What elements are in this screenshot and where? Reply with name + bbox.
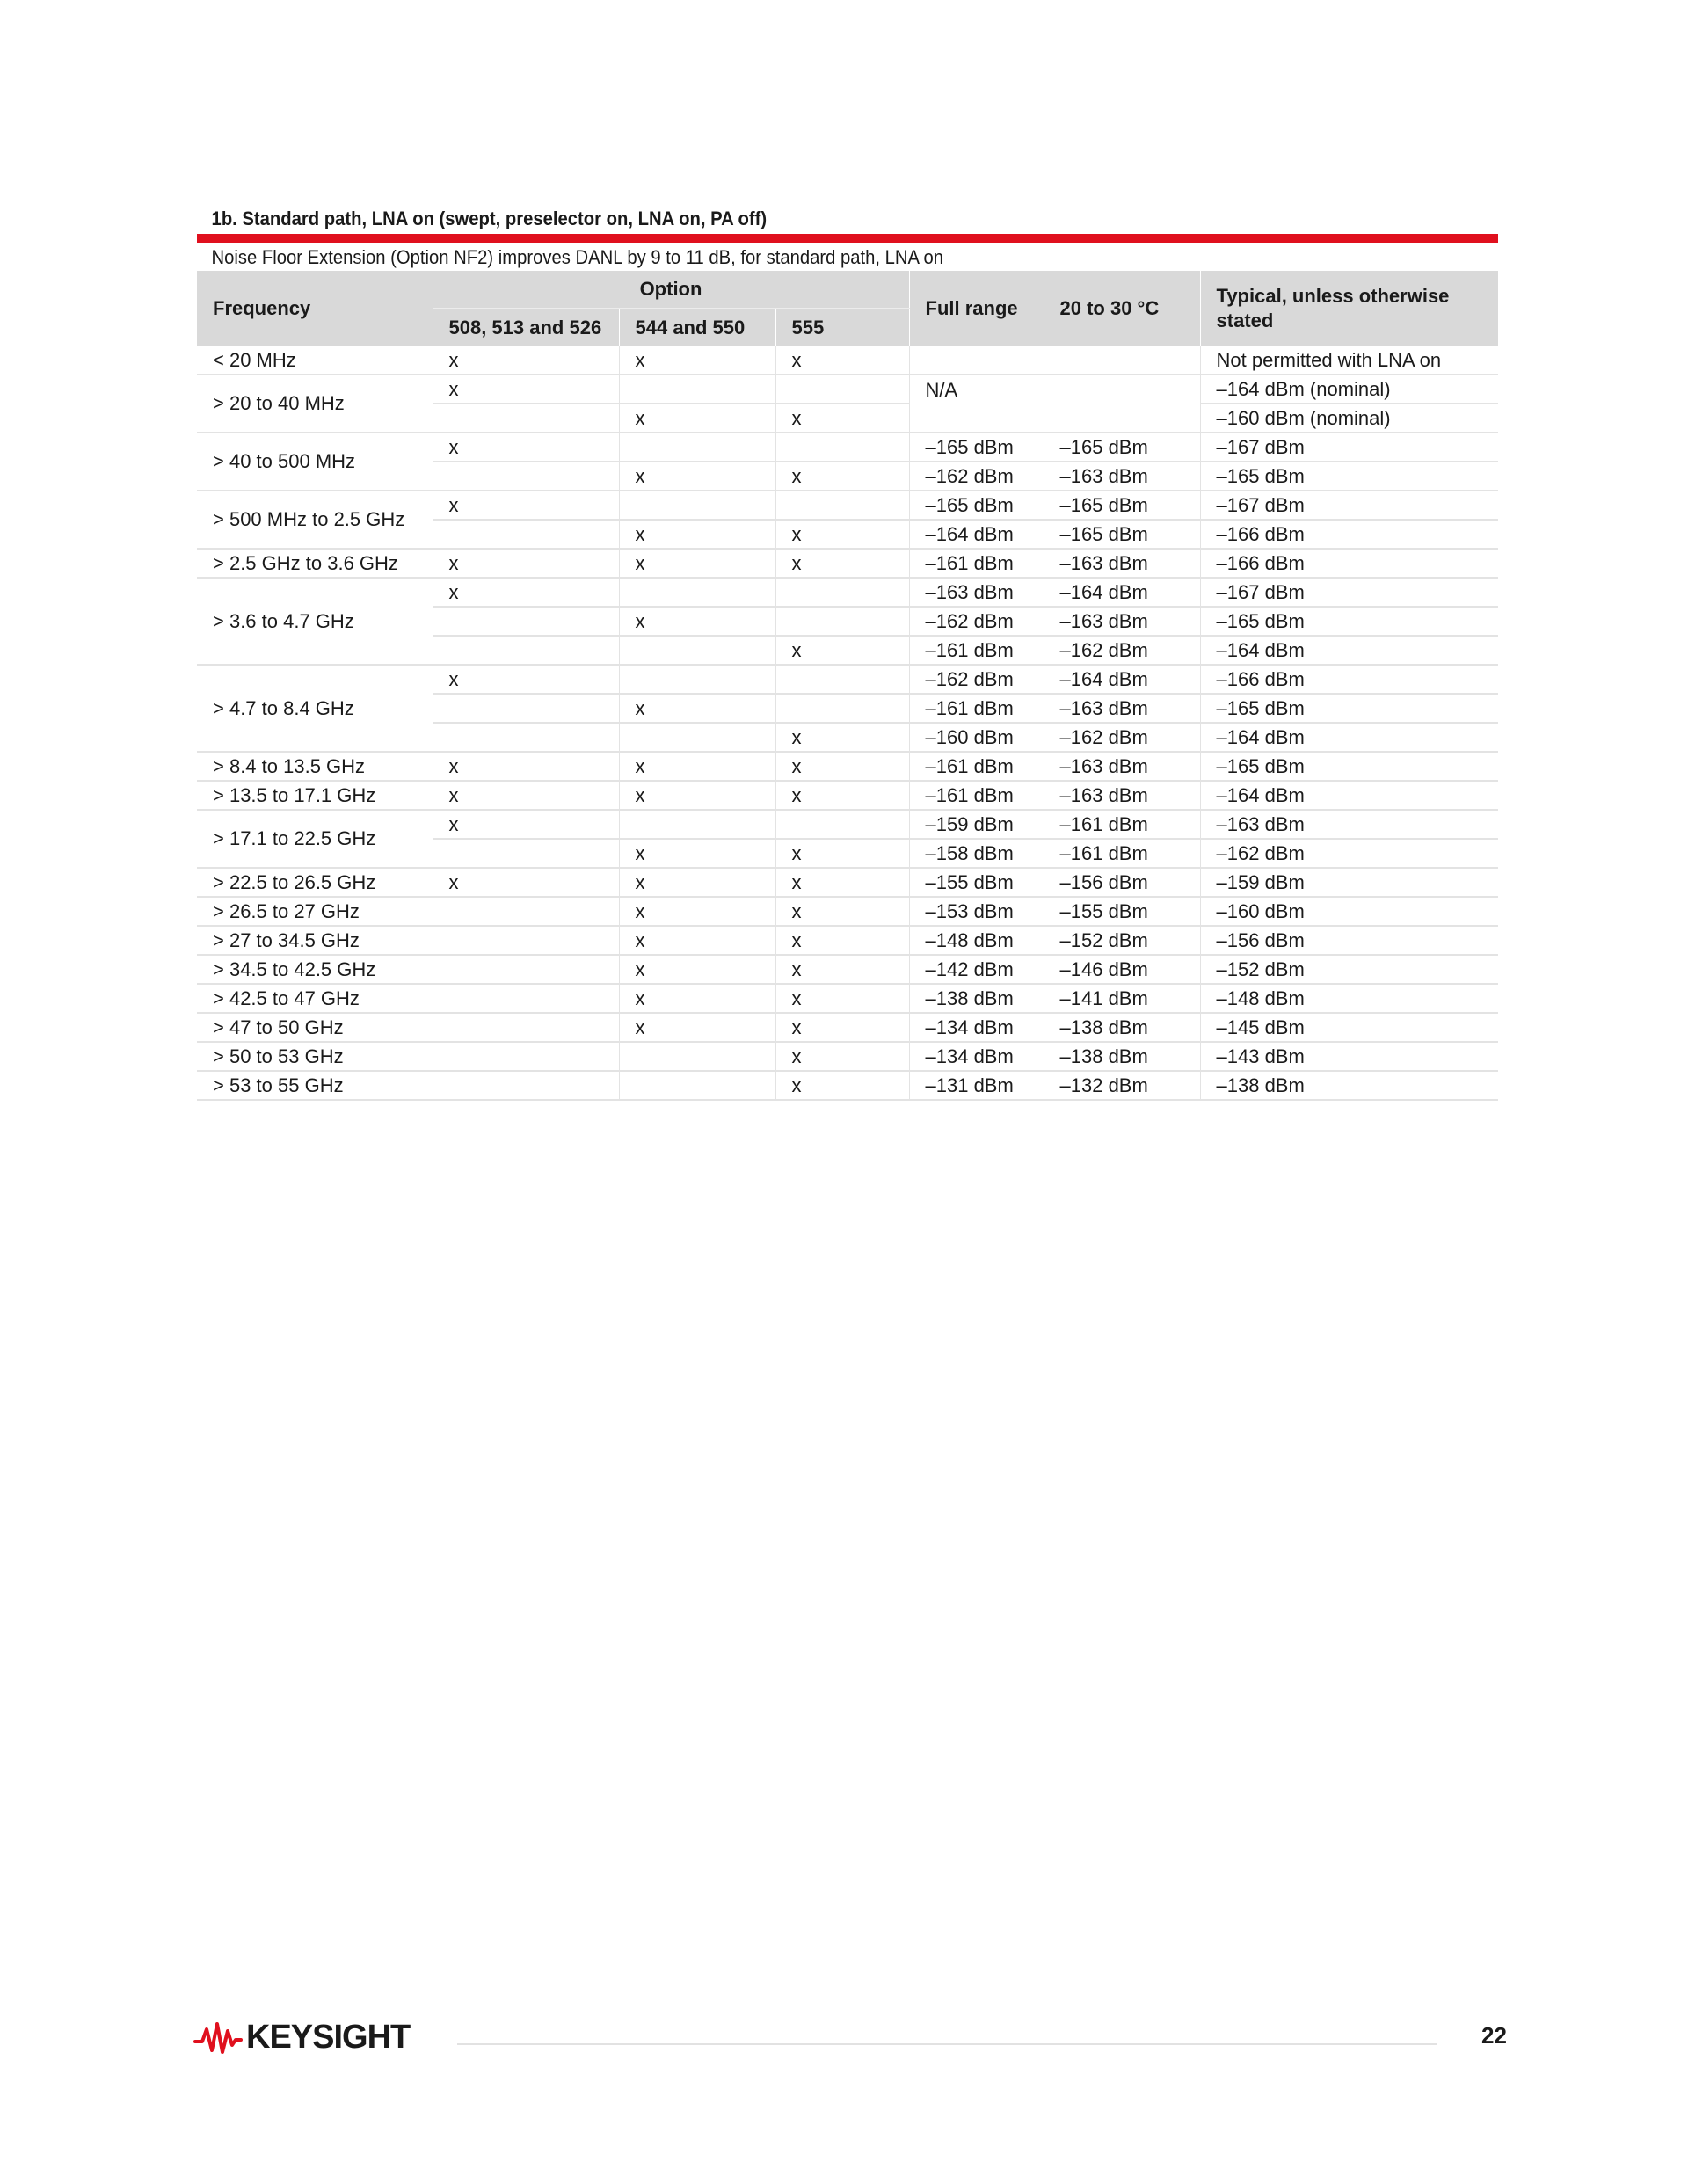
temp-cell: –138 dBm xyxy=(1044,1042,1200,1071)
section-title: 1b. Standard path, LNA on (swept, preselector on, LNA on, PA off) xyxy=(211,207,768,229)
option-544-cell: x xyxy=(619,462,775,491)
option-544-cell xyxy=(619,1042,775,1071)
option-508-cell xyxy=(433,694,619,723)
col-header-option-555: 555 xyxy=(775,309,909,346)
temp-cell: –165 dBm xyxy=(1044,491,1200,520)
table-row xyxy=(197,1042,1498,1071)
typical-cell: –166 dBm xyxy=(1200,520,1498,549)
option-544-cell: x xyxy=(619,1013,775,1042)
frequency-cell: > 4.7 to 8.4 GHz xyxy=(197,665,433,752)
option-508-cell: x xyxy=(433,665,619,694)
option-508-cell xyxy=(433,984,619,1013)
option-555-cell xyxy=(775,433,909,462)
temp-cell: –152 dBm xyxy=(1044,926,1200,955)
option-544-cell: x xyxy=(619,984,775,1013)
option-508-cell xyxy=(433,520,619,549)
typical-cell: –166 dBm xyxy=(1200,549,1498,578)
typical-cell: –167 dBm xyxy=(1200,433,1498,462)
full-range-cell: –163 dBm xyxy=(909,578,1044,607)
frequency-cell: > 3.6 to 4.7 GHz xyxy=(197,578,433,665)
option-508-cell xyxy=(433,636,619,665)
table-row xyxy=(197,752,1498,781)
option-508-cell xyxy=(433,462,619,491)
option-508-cell xyxy=(433,404,619,433)
frequency-cell: > 500 MHz to 2.5 GHz xyxy=(197,491,433,549)
table-row xyxy=(197,578,1498,607)
option-544-cell xyxy=(619,433,775,462)
option-508-cell: x xyxy=(433,868,619,897)
option-555-cell: x xyxy=(775,839,909,868)
frequency-cell: > 50 to 53 GHz xyxy=(197,1042,433,1071)
option-555-cell: x xyxy=(775,346,909,375)
option-555-cell: x xyxy=(775,955,909,984)
col-header-typical: Typical, unless otherwise stated xyxy=(1200,271,1498,346)
typical-cell: –167 dBm xyxy=(1200,491,1498,520)
option-555-cell: x xyxy=(775,926,909,955)
option-508-cell: x xyxy=(433,491,619,520)
temp-cell: –162 dBm xyxy=(1044,636,1200,665)
table-row xyxy=(197,1013,1498,1042)
option-508-cell: x xyxy=(433,549,619,578)
typical-cell: –163 dBm xyxy=(1200,810,1498,839)
option-555-cell xyxy=(775,607,909,636)
table-row xyxy=(197,955,1498,984)
option-544-cell: x xyxy=(619,897,775,926)
full-range-cell: –134 dBm xyxy=(909,1042,1044,1071)
full-range-cell: –142 dBm xyxy=(909,955,1044,984)
option-555-cell: x xyxy=(775,1071,909,1100)
option-508-cell: x xyxy=(433,781,619,810)
table-row xyxy=(197,984,1498,1013)
option-508-cell: x xyxy=(433,810,619,839)
footer-rule xyxy=(457,2043,1437,2045)
table-row xyxy=(197,375,1498,404)
table-row xyxy=(197,665,1498,694)
temp-cell: –163 dBm xyxy=(1044,752,1200,781)
temp-cell: –163 dBm xyxy=(1044,607,1200,636)
typical-cell: –148 dBm xyxy=(1200,984,1498,1013)
keysight-wave-icon xyxy=(193,2020,243,2056)
frequency-cell: > 2.5 GHz to 3.6 GHz xyxy=(197,549,433,578)
spec-section xyxy=(197,204,1498,1101)
option-555-cell: x xyxy=(775,984,909,1013)
option-508-cell xyxy=(433,926,619,955)
option-508-cell: x xyxy=(433,752,619,781)
option-555-cell xyxy=(775,665,909,694)
option-544-cell: x xyxy=(619,868,775,897)
temp-cell: –138 dBm xyxy=(1044,1013,1200,1042)
temp-cell: –161 dBm xyxy=(1044,839,1200,868)
temp-cell: –161 dBm xyxy=(1044,810,1200,839)
full-range-cell: –164 dBm xyxy=(909,520,1044,549)
option-544-cell: x xyxy=(619,520,775,549)
option-508-cell xyxy=(433,723,619,752)
option-544-cell xyxy=(619,665,775,694)
full-range-cell: –161 dBm xyxy=(909,694,1044,723)
option-555-cell: x xyxy=(775,462,909,491)
typical-cell: –160 dBm (nominal) xyxy=(1200,404,1498,433)
page-number: 22 xyxy=(1481,2022,1507,2049)
option-544-cell: x xyxy=(619,607,775,636)
typical-cell: –165 dBm xyxy=(1200,462,1498,491)
option-555-cell: x xyxy=(775,1013,909,1042)
option-555-cell: x xyxy=(775,404,909,433)
option-555-cell: x xyxy=(775,636,909,665)
col-header-option: Option xyxy=(433,271,909,309)
typical-cell: –156 dBm xyxy=(1200,926,1498,955)
col-header-temp: 20 to 30 °C xyxy=(1044,271,1200,346)
temp-cell: –141 dBm xyxy=(1044,984,1200,1013)
table-body xyxy=(197,346,1498,1100)
typical-cell: –166 dBm xyxy=(1200,665,1498,694)
title-rule xyxy=(197,234,1498,243)
full-range-cell: –131 dBm xyxy=(909,1071,1044,1100)
frequency-cell: > 22.5 to 26.5 GHz xyxy=(197,868,433,897)
full-range-cell: –162 dBm xyxy=(909,665,1044,694)
full-range-cell: –148 dBm xyxy=(909,926,1044,955)
frequency-cell: > 40 to 500 MHz xyxy=(197,433,433,491)
table-row xyxy=(197,897,1498,926)
typical-cell: –164 dBm xyxy=(1200,636,1498,665)
danl-table xyxy=(197,271,1499,1101)
option-544-cell: x xyxy=(619,549,775,578)
col-header-option-544: 544 and 550 xyxy=(619,309,775,346)
option-508-cell xyxy=(433,1071,619,1100)
temp-cell: –163 dBm xyxy=(1044,549,1200,578)
option-508-cell xyxy=(433,839,619,868)
frequency-cell: > 26.5 to 27 GHz xyxy=(197,897,433,926)
option-555-cell: x xyxy=(775,868,909,897)
full-range-cell: –158 dBm xyxy=(909,839,1044,868)
full-range-cell: –165 dBm xyxy=(909,491,1044,520)
option-555-cell: x xyxy=(775,897,909,926)
option-555-cell: x xyxy=(775,723,909,752)
option-508-cell xyxy=(433,955,619,984)
typical-cell: –152 dBm xyxy=(1200,955,1498,984)
table-row xyxy=(197,549,1498,578)
option-555-cell xyxy=(775,491,909,520)
frequency-cell: > 27 to 34.5 GHz xyxy=(197,926,433,955)
option-508-cell xyxy=(433,1042,619,1071)
option-544-cell: x xyxy=(619,926,775,955)
frequency-cell: > 8.4 to 13.5 GHz xyxy=(197,752,433,781)
option-508-cell: x xyxy=(433,375,619,404)
temp-cell: –163 dBm xyxy=(1044,781,1200,810)
temp-cell: –164 dBm xyxy=(1044,578,1200,607)
full-range-cell: –165 dBm xyxy=(909,433,1044,462)
option-508-cell xyxy=(433,897,619,926)
full-range-cell: –155 dBm xyxy=(909,868,1044,897)
page-footer xyxy=(193,2013,1512,2066)
option-544-cell xyxy=(619,375,775,404)
frequency-cell: > 20 to 40 MHz xyxy=(197,375,433,433)
option-544-cell xyxy=(619,810,775,839)
temp-cell: –163 dBm xyxy=(1044,462,1200,491)
table-row xyxy=(197,926,1498,955)
full-range-cell: –138 dBm xyxy=(909,984,1044,1013)
option-544-cell: x xyxy=(619,955,775,984)
option-555-cell: x xyxy=(775,520,909,549)
frequency-cell: > 34.5 to 42.5 GHz xyxy=(197,955,433,984)
table-row xyxy=(197,346,1498,375)
frequency-cell: > 17.1 to 22.5 GHz xyxy=(197,810,433,868)
frequency-cell: > 42.5 to 47 GHz xyxy=(197,984,433,1013)
option-508-cell: x xyxy=(433,346,619,375)
full-range-cell: –159 dBm xyxy=(909,810,1044,839)
frequency-cell: > 13.5 to 17.1 GHz xyxy=(197,781,433,810)
option-555-cell xyxy=(775,375,909,404)
option-544-cell: x xyxy=(619,404,775,433)
full-range-cell: –162 dBm xyxy=(909,462,1044,491)
table-row xyxy=(197,491,1498,520)
typical-cell: –167 dBm xyxy=(1200,578,1498,607)
option-508-cell xyxy=(433,607,619,636)
temp-cell: –132 dBm xyxy=(1044,1071,1200,1100)
option-544-cell xyxy=(619,578,775,607)
col-header-option-508: 508, 513 and 526 xyxy=(433,309,619,346)
typical-cell: –165 dBm xyxy=(1200,694,1498,723)
option-508-cell: x xyxy=(433,578,619,607)
section-note: Noise Floor Extension (Option NF2) improves DANL by 9 to 11 dB, for standard path, LNA on xyxy=(211,246,944,268)
full-range-cell: –160 dBm xyxy=(909,723,1044,752)
temp-cell: –146 dBm xyxy=(1044,955,1200,984)
full-range-cell: –161 dBm xyxy=(909,781,1044,810)
option-508-cell xyxy=(433,1013,619,1042)
option-544-cell xyxy=(619,636,775,665)
option-555-cell xyxy=(775,810,909,839)
typical-cell: –164 dBm xyxy=(1200,723,1498,752)
option-544-cell xyxy=(619,723,775,752)
keysight-logo xyxy=(193,2019,410,2057)
option-555-cell xyxy=(775,694,909,723)
full-range-cell: –161 dBm xyxy=(909,549,1044,578)
table-row xyxy=(197,781,1498,810)
temp-cell: –165 dBm xyxy=(1044,520,1200,549)
option-544-cell xyxy=(619,491,775,520)
table-row xyxy=(197,810,1498,839)
typical-cell: –165 dBm xyxy=(1200,607,1498,636)
temp-cell: –163 dBm xyxy=(1044,694,1200,723)
col-header-frequency: Frequency xyxy=(197,271,433,346)
typical-cell: –138 dBm xyxy=(1200,1071,1498,1100)
typical-cell: Not permitted with LNA on xyxy=(1200,346,1498,375)
table-row xyxy=(197,433,1498,462)
frequency-cell: > 47 to 50 GHz xyxy=(197,1013,433,1042)
full-range-cell: –153 dBm xyxy=(909,897,1044,926)
brand-name: KEYSIGHT xyxy=(246,2019,411,2056)
frequency-cell: > 53 to 55 GHz xyxy=(197,1071,433,1100)
option-508-cell: x xyxy=(433,433,619,462)
typical-cell: –165 dBm xyxy=(1200,752,1498,781)
typical-cell: –143 dBm xyxy=(1200,1042,1498,1071)
temp-cell: –162 dBm xyxy=(1044,723,1200,752)
typical-cell: –145 dBm xyxy=(1200,1013,1498,1042)
temp-cell: –164 dBm xyxy=(1044,665,1200,694)
typical-cell: –159 dBm xyxy=(1200,868,1498,897)
full-range-cell xyxy=(909,346,1200,375)
typical-cell: –164 dBm (nominal) xyxy=(1200,375,1498,404)
option-544-cell: x xyxy=(619,839,775,868)
temp-cell: –155 dBm xyxy=(1044,897,1200,926)
option-544-cell xyxy=(619,1071,775,1100)
full-range-cell: –161 dBm xyxy=(909,636,1044,665)
option-544-cell: x xyxy=(619,694,775,723)
not-applicable-cell: N/A xyxy=(909,375,1200,433)
full-range-cell: –161 dBm xyxy=(909,752,1044,781)
col-header-full-range: Full range xyxy=(909,271,1044,346)
temp-cell: –165 dBm xyxy=(1044,433,1200,462)
option-544-cell: x xyxy=(619,781,775,810)
table-row xyxy=(197,1071,1498,1100)
option-555-cell: x xyxy=(775,781,909,810)
full-range-cell: –162 dBm xyxy=(909,607,1044,636)
option-555-cell: x xyxy=(775,752,909,781)
option-555-cell: x xyxy=(775,1042,909,1071)
typical-cell: –160 dBm xyxy=(1200,897,1498,926)
option-555-cell xyxy=(775,578,909,607)
typical-cell: –162 dBm xyxy=(1200,839,1498,868)
full-range-cell: –134 dBm xyxy=(909,1013,1044,1042)
frequency-cell: < 20 MHz xyxy=(197,346,433,375)
option-544-cell: x xyxy=(619,752,775,781)
option-555-cell: x xyxy=(775,549,909,578)
temp-cell: –156 dBm xyxy=(1044,868,1200,897)
table-row xyxy=(197,868,1498,897)
option-544-cell: x xyxy=(619,346,775,375)
typical-cell: –164 dBm xyxy=(1200,781,1498,810)
